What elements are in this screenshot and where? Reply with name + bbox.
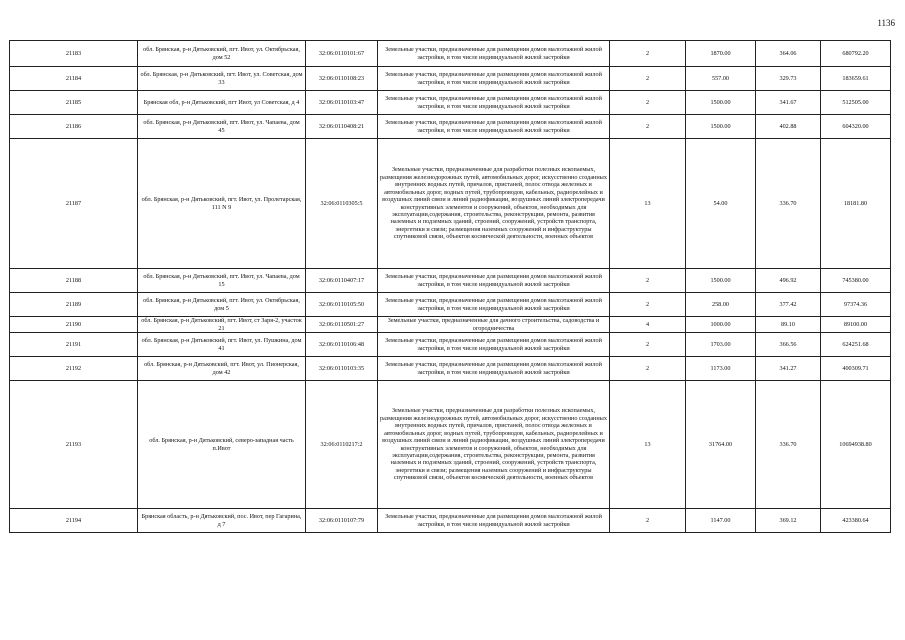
specific-value-cell: 496.92 [756, 269, 821, 293]
area-cell: 1147.00 [686, 509, 756, 533]
address-cell: обл. Брянская, р-н Дятьковский, пгт. Ивот, ул. Советская, дом 33 [138, 67, 306, 91]
parcel-id-cell: 21188 [10, 269, 138, 293]
area-cell: 1500.00 [686, 91, 756, 115]
parcel-id-cell: 21193 [10, 381, 138, 509]
parcel-id-cell: 21194 [10, 509, 138, 533]
area-cell: 1703.00 [686, 333, 756, 357]
cadastral-number-cell: 32:06:0110408:21 [306, 115, 378, 139]
cadastral-value-cell: 97374.36 [821, 293, 891, 317]
address-cell: обл. Брянская, р-н Дятьковский, пгт. Ивот, ул. Октябрьская, дом 5 [138, 293, 306, 317]
cadastral-value-cell: 423380.64 [821, 509, 891, 533]
specific-value-cell: 369.12 [756, 509, 821, 533]
use-group-cell: 2 [610, 357, 686, 381]
land-use-cell: Земельные участки, предназначенные для разработки полезных ископаемых, размещения железнодорожных путей, автомобильных дорог, искусственно созданных внутренних водных путей, причалов, пристаней, полос отвода железных и автомобильных дорог, водных путей, трубопроводов, кабельных, радиорелейных и воздушных линий связи и линий радиофикации, воздушных линий электропередачи конструктивных элементов и сооружений, объектов, необходимых для эксплуатации,содержания, строительства, реконструкции, ремонта, развития наземных и подземных зданий, строений, сооружений, устройств транспорта, энергетики и связи; размещения наземных сооружений и инфраструктуры спутниковой связи, объектов космической деятельности, военных объектов [378, 139, 610, 269]
specific-value-cell: 89.10 [756, 317, 821, 333]
cadastral-value-cell: 89100.00 [821, 317, 891, 333]
cadastral-value-cell: 183659.61 [821, 67, 891, 91]
cadastral-number-cell: 32:06:0110217:2 [306, 381, 378, 509]
table-row [10, 41, 891, 67]
cadastral-number-cell: 32:06:0110105:50 [306, 293, 378, 317]
area-cell: 31764.00 [686, 381, 756, 509]
land-use-cell: Земельные участки, предназначенные для размещения домов малоэтажной жилой застройки, в том числе индивидуальной жилой застройки [378, 357, 610, 381]
area-cell: 1500.00 [686, 269, 756, 293]
cadastral-number-cell: 32:06:0110103:47 [306, 91, 378, 115]
address-cell: обл. Брянская, р-н Дятьковский, пгт. Ивот, ул. Чапаева, дом 15 [138, 269, 306, 293]
use-group-cell: 2 [610, 115, 686, 139]
parcel-id-cell: 21191 [10, 333, 138, 357]
land-use-cell: Земельные участки, предназначенные для размещения домов малоэтажной жилой застройки, в том числе индивидуальной жилой застройки [378, 293, 610, 317]
area-cell: 1173.00 [686, 357, 756, 381]
cadastral-value-cell: 18181.80 [821, 139, 891, 269]
area-cell: 54.00 [686, 139, 756, 269]
use-group-cell: 2 [610, 67, 686, 91]
use-group-cell: 2 [610, 41, 686, 67]
specific-value-cell: 336.70 [756, 381, 821, 509]
parcel-id-cell: 21187 [10, 139, 138, 269]
cadastral-number-cell: 32:06:0110407:17 [306, 269, 378, 293]
cadastral-number-cell: 32:06:0110106:48 [306, 333, 378, 357]
parcel-id-cell: 21184 [10, 67, 138, 91]
cadastral-number-cell: 32:06:0110101:67 [306, 41, 378, 67]
cadastral-value-table [9, 40, 891, 533]
cadastral-value-cell: 745380.00 [821, 269, 891, 293]
parcel-id-cell: 21183 [10, 41, 138, 67]
address-cell: обл. Брянская, р-н Дятьковский, пгт. Ивот, ул. Чапаева, дом 45 [138, 115, 306, 139]
table-row [10, 115, 891, 139]
address-cell: обл. Брянская, р-н Дятьковский, пгт. Ивот, ул. Октябрьская, дом 52 [138, 41, 306, 67]
table-row [10, 381, 891, 509]
table-row [10, 333, 891, 357]
land-use-cell: Земельные участки, предназначенные для размещения домов малоэтажной жилой застройки, в том числе индивидуальной жилой застройки [378, 269, 610, 293]
table-row [10, 317, 891, 333]
table-body [10, 41, 891, 533]
land-use-cell: Земельные участки, предназначенные для размещения домов малоэтажной жилой застройки, в том числе индивидуальной жилой застройки [378, 41, 610, 67]
parcel-id-cell: 21192 [10, 357, 138, 381]
page-number: 1136 [877, 18, 895, 28]
address-cell: обл. Брянская, р-н Дятьковский, северо-западная часть п.Ивот [138, 381, 306, 509]
area-cell: 557.00 [686, 67, 756, 91]
cadastral-value-cell: 624251.68 [821, 333, 891, 357]
use-group-cell: 2 [610, 333, 686, 357]
specific-value-cell: 402.88 [756, 115, 821, 139]
cadastral-value-cell: 680792.20 [821, 41, 891, 67]
area-cell: 1870.00 [686, 41, 756, 67]
cadastral-number-cell: 32:06:0110103:35 [306, 357, 378, 381]
cadastral-number-cell: 32:06:0110305:5 [306, 139, 378, 269]
use-group-cell: 13 [610, 139, 686, 269]
use-group-cell: 2 [610, 269, 686, 293]
table-row [10, 91, 891, 115]
use-group-cell: 2 [610, 509, 686, 533]
land-use-cell: Земельные участки, предназначенные для размещения домов малоэтажной жилой застройки, в том числе индивидуальной жилой застройки [378, 67, 610, 91]
specific-value-cell: 329.73 [756, 67, 821, 91]
table-row [10, 139, 891, 269]
cadastral-value-cell: 604320.00 [821, 115, 891, 139]
land-use-cell: Земельные участки, предназначенные для размещения домов малоэтажной жилой застройки, в том числе индивидуальной жилой застройки [378, 115, 610, 139]
parcel-id-cell: 21190 [10, 317, 138, 333]
specific-value-cell: 377.42 [756, 293, 821, 317]
specific-value-cell: 341.67 [756, 91, 821, 115]
land-use-cell: Земельные участки, предназначенные для размещения домов малоэтажной жилой застройки, в том числе индивидуальной жилой застройки [378, 91, 610, 115]
land-use-cell: Земельные участки, предназначенные для дачного строительства, садоводства и огородничества [378, 317, 610, 333]
specific-value-cell: 364.06 [756, 41, 821, 67]
cadastral-value-cell: 10694938.80 [821, 381, 891, 509]
use-group-cell: 4 [610, 317, 686, 333]
table-row [10, 269, 891, 293]
cadastral-value-cell: 512505.00 [821, 91, 891, 115]
land-use-cell: Земельные участки, предназначенные для размещения домов малоэтажной жилой застройки, в том числе индивидуальной жилой застройки [378, 333, 610, 357]
area-cell: 258.00 [686, 293, 756, 317]
area-cell: 1000.00 [686, 317, 756, 333]
specific-value-cell: 366.56 [756, 333, 821, 357]
parcel-id-cell: 21186 [10, 115, 138, 139]
use-group-cell: 2 [610, 293, 686, 317]
table-row [10, 67, 891, 91]
land-use-cell: Земельные участки, предназначенные для размещения домов малоэтажной жилой застройки, в том числе индивидуальной жилой застройки [378, 509, 610, 533]
cadastral-number-cell: 32:06:0110108:23 [306, 67, 378, 91]
parcel-id-cell: 21189 [10, 293, 138, 317]
cadastral-number-cell: 32:06:0110501:27 [306, 317, 378, 333]
land-use-cell: Земельные участки, предназначенные для разработки полезных ископаемых, размещения железнодорожных путей, автомобильных дорог, искусственно созданных внутренних водных путей, причалов, пристаней, полос отвода железных и автомобильных дорог, водных путей, трубопроводов, кабельных, радиорелейных и воздушных линий связи и линий радиофикации, воздушных линий электропередачи конструктивных элементов и сооружений, объектов, необходимых для эксплуатации,содержания, строительства, реконструкции, ремонта, развития наземных и подземных зданий, строений, сооружений, устройств транспорта, энергетики и связи; размещения наземных сооружений и инфраструктуры спутниковой связи, объектов космической деятельности, военных объектов [378, 381, 610, 509]
use-group-cell: 2 [610, 91, 686, 115]
address-cell: Брянская область, р-н Дятьковский, пос. Ивот, пер Гагарина, д 7 [138, 509, 306, 533]
cadastral-number-cell: 32:06:0110107:79 [306, 509, 378, 533]
cadastral-value-cell: 400309.71 [821, 357, 891, 381]
specific-value-cell: 336.70 [756, 139, 821, 269]
address-cell: обл. Брянская, р-н Дятьковский, пгт. Ивот, ст Заря-2, участок 21 [138, 317, 306, 333]
address-cell: обл. Брянская, р-н Дятьковский, пгт. Ивот, ул. Пушкина, дом 41 [138, 333, 306, 357]
table-row [10, 357, 891, 381]
table-row [10, 509, 891, 533]
specific-value-cell: 341.27 [756, 357, 821, 381]
address-cell: обл. Брянская, р-н Дятьковский, пгт. Ивот, ул. Пионерская, дом 42 [138, 357, 306, 381]
use-group-cell: 13 [610, 381, 686, 509]
address-cell: Брянская обл, р-н Дятьковский, пгт Ивот, ул Советская, д 4 [138, 91, 306, 115]
area-cell: 1500.00 [686, 115, 756, 139]
table-row [10, 293, 891, 317]
parcel-id-cell: 21185 [10, 91, 138, 115]
address-cell: обл. Брянская, р-н Дятьковский, пгт. Ивот, ул. Пролетарская, 111 N 9 [138, 139, 306, 269]
